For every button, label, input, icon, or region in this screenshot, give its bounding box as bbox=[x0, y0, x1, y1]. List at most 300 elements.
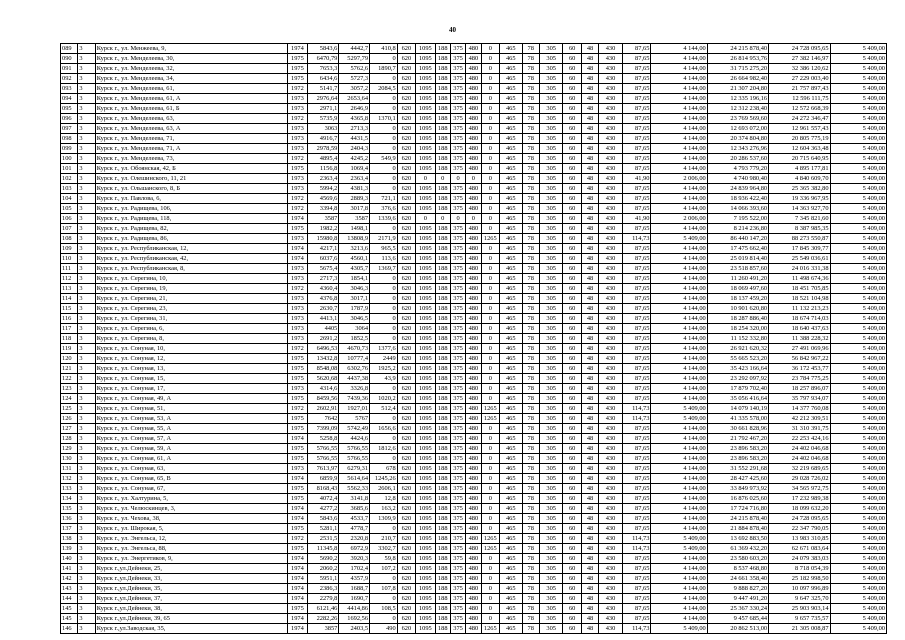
table-cell: 0 bbox=[450, 214, 465, 224]
table-cell: 4414,86 bbox=[339, 604, 370, 614]
table-cell: 465 bbox=[500, 394, 523, 404]
table-cell: 0 bbox=[481, 54, 499, 64]
table-cell: 188 bbox=[435, 64, 450, 74]
table-cell: 375 bbox=[450, 444, 465, 454]
table-cell: 131 bbox=[61, 464, 78, 474]
table-cell: 188 bbox=[435, 414, 450, 424]
table-cell: 5 409,00 bbox=[830, 174, 886, 184]
table-cell: 10 097 996,89 bbox=[769, 584, 830, 594]
table-cell: 620 bbox=[397, 524, 415, 534]
table-cell: 188 bbox=[435, 464, 450, 474]
table-cell: 78 bbox=[522, 424, 539, 434]
table-body bbox=[61, 44, 887, 634]
table-cell: 5 409,00 bbox=[830, 64, 886, 74]
table-cell: 4431,5 bbox=[339, 134, 370, 144]
table-cell: 430 bbox=[599, 454, 623, 464]
table-cell: 2279,8 bbox=[307, 594, 339, 604]
table-cell: 188 bbox=[435, 234, 450, 244]
table-cell: 11 260 491,20 bbox=[707, 274, 768, 284]
table-cell: 1095 bbox=[416, 614, 435, 624]
table-cell: 188 bbox=[435, 324, 450, 334]
table-row bbox=[61, 594, 887, 604]
table-cell: 5 409,00 bbox=[651, 624, 707, 634]
table-cell: 188 bbox=[435, 204, 450, 214]
table-cell: 0 bbox=[370, 614, 398, 624]
table-cell: 145 bbox=[61, 614, 78, 624]
table-cell: 4 144,00 bbox=[651, 324, 707, 334]
table-cell: 620 bbox=[397, 544, 415, 554]
table-cell: 78 bbox=[522, 234, 539, 244]
table-cell: 4 793 779,20 bbox=[707, 164, 768, 174]
table-cell: Курск г., ул. Серегина, 21, bbox=[95, 294, 287, 304]
table-cell: 620 bbox=[397, 494, 415, 504]
table-cell: Курск г., ул. Сонуная, 65, В bbox=[95, 474, 287, 484]
table-cell: 620 bbox=[397, 44, 415, 54]
table-cell: 5141,7 bbox=[307, 84, 339, 94]
table-cell: 5297,79 bbox=[339, 54, 370, 64]
table-cell: 3 bbox=[78, 504, 95, 514]
table-row bbox=[61, 244, 887, 254]
table-cell: 12 572 668,39 bbox=[769, 104, 830, 114]
table-cell: 7 195 522,00 bbox=[707, 214, 768, 224]
table-cell: 4670,73 bbox=[339, 344, 370, 354]
table-cell: 2403,5 bbox=[339, 624, 370, 634]
table-cell: 48 bbox=[581, 54, 598, 64]
table-cell: 480 bbox=[466, 64, 481, 74]
table-cell: Курск г., ул. Менделеева, 63, А bbox=[95, 124, 287, 134]
table-cell: 0 bbox=[481, 334, 499, 344]
table-cell: 3 bbox=[78, 444, 95, 454]
table-row bbox=[61, 64, 887, 74]
table-row bbox=[61, 164, 887, 174]
table-cell: 78 bbox=[522, 374, 539, 384]
table-cell: 60 bbox=[563, 534, 581, 544]
table-cell: 59,8 bbox=[370, 554, 398, 564]
table-cell: 60 bbox=[563, 74, 581, 84]
table-cell: 465 bbox=[500, 504, 523, 514]
table-cell: 5 409,00 bbox=[830, 304, 886, 314]
table-cell: 465 bbox=[500, 594, 523, 604]
table-cell: 1095 bbox=[416, 94, 435, 104]
table-cell: 10777,4 bbox=[339, 354, 370, 364]
table-cell: 87,65 bbox=[622, 344, 651, 354]
table-cell: Курск г., ул. Менделеева, 30, bbox=[95, 54, 287, 64]
table-cell: Курск г., ул. Менделеева, 71, bbox=[95, 134, 287, 144]
table-cell: 87,65 bbox=[622, 364, 651, 374]
table-cell: 104 bbox=[61, 194, 78, 204]
table-row bbox=[61, 334, 887, 344]
table-cell: 43,9 bbox=[370, 374, 398, 384]
table-cell: 3 bbox=[78, 104, 95, 114]
table-cell: 1095 bbox=[416, 294, 435, 304]
table-cell: 5 409,00 bbox=[830, 394, 886, 404]
table-cell: Курск г., ул. Республиканская, 12, bbox=[95, 244, 287, 254]
table-cell: 48 bbox=[581, 574, 598, 584]
table-cell: 0 bbox=[481, 114, 499, 124]
table-cell: 0 bbox=[481, 604, 499, 614]
table-cell: 480 bbox=[466, 84, 481, 94]
table-cell: 78 bbox=[522, 74, 539, 84]
table-cell: 2646,9 bbox=[339, 104, 370, 114]
table-cell: 0 bbox=[370, 594, 398, 604]
table-cell: 305 bbox=[539, 324, 563, 334]
table-cell: 18 640 437,63 bbox=[769, 324, 830, 334]
table-cell: 87,65 bbox=[622, 94, 651, 104]
table-cell: 12,8 bbox=[370, 494, 398, 504]
table-cell: 1972 bbox=[288, 404, 307, 414]
table-cell: 4376,8 bbox=[307, 294, 339, 304]
table-cell: 119 bbox=[61, 344, 78, 354]
table-cell: 305 bbox=[539, 104, 563, 114]
table-cell: 4 144,00 bbox=[651, 354, 707, 364]
table-cell: 1972 bbox=[288, 344, 307, 354]
table-cell: 17 232 989,38 bbox=[769, 494, 830, 504]
table-cell: 3 bbox=[78, 404, 95, 414]
table-cell: 5766,55 bbox=[339, 444, 370, 454]
table-cell: 305 bbox=[539, 44, 563, 54]
table-cell: 78 bbox=[522, 274, 539, 284]
table-cell: 5 409,00 bbox=[830, 384, 886, 394]
table-cell: Курск г., ул. Серегина, 23, bbox=[95, 304, 287, 314]
table-cell: 60 bbox=[563, 264, 581, 274]
table-cell: 27 491 069,96 bbox=[769, 344, 830, 354]
table-cell: 0 bbox=[370, 524, 398, 534]
table-cell: 48 bbox=[581, 604, 598, 614]
table-cell: 11 152 332,80 bbox=[707, 334, 768, 344]
table-cell: 305 bbox=[539, 114, 563, 124]
table-cell: 1973 bbox=[288, 134, 307, 144]
table-cell: 305 bbox=[539, 464, 563, 474]
table-cell: 3 bbox=[78, 564, 95, 574]
table-cell: 3587 bbox=[307, 214, 339, 224]
table-cell: 3213,6 bbox=[339, 244, 370, 254]
table-cell: 465 bbox=[500, 164, 523, 174]
table-cell: 2363,4 bbox=[339, 174, 370, 184]
table-cell: Курск г., ул. Обоянская, 42, Б bbox=[95, 164, 287, 174]
table-cell: 5 409,00 bbox=[830, 614, 886, 624]
table-cell: 4 144,00 bbox=[651, 514, 707, 524]
table-cell: 0 bbox=[370, 224, 398, 234]
table-cell: 121 bbox=[61, 364, 78, 374]
table-cell: Курск г., ул. Сонуная, 15, bbox=[95, 374, 287, 384]
table-cell: 305 bbox=[539, 434, 563, 444]
table-cell: 465 bbox=[500, 94, 523, 104]
table-cell: 3 bbox=[78, 224, 95, 234]
table-cell: 3326,8 bbox=[339, 384, 370, 394]
table-cell: 092 bbox=[61, 74, 78, 84]
table-cell: 12 343 276,96 bbox=[707, 144, 768, 154]
table-cell: 5766,55 bbox=[307, 444, 339, 454]
table-cell: 465 bbox=[500, 554, 523, 564]
table-cell: 4 740 980,40 bbox=[707, 174, 768, 184]
table-cell: 87,65 bbox=[622, 394, 651, 404]
table-cell: 7613,97 bbox=[307, 464, 339, 474]
table-cell: 480 bbox=[466, 504, 481, 514]
table-cell: 2971,1 bbox=[307, 104, 339, 114]
table-cell: 4 144,00 bbox=[651, 344, 707, 354]
table-cell: 1973 bbox=[288, 274, 307, 284]
table-cell: 23 292 097,92 bbox=[707, 374, 768, 384]
table-cell: Курск г., ул. Сонуная, 49, А bbox=[95, 394, 287, 404]
table-cell: 188 bbox=[435, 124, 450, 134]
table-cell: 620 bbox=[397, 184, 415, 194]
table-cell: 60 bbox=[563, 344, 581, 354]
table-cell: 430 bbox=[599, 334, 623, 344]
table-cell: 0 bbox=[481, 394, 499, 404]
table-cell: 480 bbox=[466, 114, 481, 124]
table-cell: 480 bbox=[466, 154, 481, 164]
table-cell: 089 bbox=[61, 44, 78, 54]
table-cell: 375 bbox=[450, 544, 465, 554]
table-cell: 18 257 896,07 bbox=[769, 384, 830, 394]
table-cell: 480 bbox=[466, 554, 481, 564]
table-cell: 1095 bbox=[416, 464, 435, 474]
table-cell: 4 144,00 bbox=[651, 284, 707, 294]
table-cell: 60 bbox=[563, 104, 581, 114]
table-cell: 4 144,00 bbox=[651, 114, 707, 124]
table-cell: 60 bbox=[563, 254, 581, 264]
table-cell: 87,65 bbox=[622, 304, 651, 314]
table-cell: 480 bbox=[466, 464, 481, 474]
table-row bbox=[61, 494, 887, 504]
table-cell: 48 bbox=[581, 414, 598, 424]
table-cell: 0 bbox=[481, 44, 499, 54]
table-cell: 78 bbox=[522, 394, 539, 404]
table-cell: 142 bbox=[61, 574, 78, 584]
table-cell: Курск г., ул. Менжеева, 9, bbox=[95, 44, 287, 54]
table-cell: 305 bbox=[539, 494, 563, 504]
table-cell: 376,6 bbox=[370, 204, 398, 214]
table-cell: 2449 bbox=[370, 354, 398, 364]
table-cell: 2404,3 bbox=[339, 144, 370, 154]
table-cell: 5 409,00 bbox=[830, 274, 886, 284]
table-cell: 430 bbox=[599, 284, 623, 294]
table-cell: 2653,64 bbox=[339, 94, 370, 104]
table-cell: 375 bbox=[450, 184, 465, 194]
table-cell: 4560,1 bbox=[339, 254, 370, 264]
table-cell: 3 bbox=[78, 624, 95, 634]
table-cell: 1974 bbox=[288, 564, 307, 574]
table-row bbox=[61, 514, 887, 524]
table-cell: 480 bbox=[466, 44, 481, 54]
table-cell: 375 bbox=[450, 474, 465, 484]
table-cell: 1095 bbox=[416, 504, 435, 514]
table-cell: 480 bbox=[466, 264, 481, 274]
table-cell: 1339,6 bbox=[370, 214, 398, 224]
table-cell: 305 bbox=[539, 604, 563, 614]
table-cell: 1095 bbox=[416, 54, 435, 64]
table-cell: 430 bbox=[599, 584, 623, 594]
table-cell: 3 bbox=[78, 334, 95, 344]
table-cell: 480 bbox=[466, 224, 481, 234]
table-cell: 2978,59 bbox=[307, 144, 339, 154]
table-cell: 1095 bbox=[416, 64, 435, 74]
table-cell: Курск г., ул. Менделеева, 34, bbox=[95, 74, 287, 84]
table-cell: 18 451 705,85 bbox=[769, 284, 830, 294]
table-cell: 1973 bbox=[288, 324, 307, 334]
table-row bbox=[61, 294, 887, 304]
table-cell: 5 409,00 bbox=[830, 334, 886, 344]
table-cell: 87,65 bbox=[622, 154, 651, 164]
table-cell: 188 bbox=[435, 74, 450, 84]
table-cell: Курск г., ул. Радищева, 82, bbox=[95, 224, 287, 234]
table-cell: 4 144,00 bbox=[651, 54, 707, 64]
table-cell: 4533,7 bbox=[339, 514, 370, 524]
table-cell: 1975 bbox=[288, 484, 307, 494]
table-cell: 4072,4 bbox=[307, 494, 339, 504]
table-cell: 78 bbox=[522, 314, 539, 324]
table-cell: 1975 bbox=[288, 74, 307, 84]
table-cell: 6121,46 bbox=[307, 604, 339, 614]
table-cell: 24 839 964,80 bbox=[707, 184, 768, 194]
table-cell: 5 409,00 bbox=[830, 114, 886, 124]
table-cell: 0 bbox=[481, 214, 499, 224]
table-cell: 1890,7 bbox=[370, 64, 398, 74]
table-cell: 5 409,00 bbox=[830, 374, 886, 384]
table-cell: 116 bbox=[61, 314, 78, 324]
table-cell: 25 549 036,61 bbox=[769, 254, 830, 264]
table-cell: 305 bbox=[539, 344, 563, 354]
table-cell: 1095 bbox=[416, 554, 435, 564]
table-cell: 620 bbox=[397, 164, 415, 174]
table-cell: 620 bbox=[397, 194, 415, 204]
table-cell: 305 bbox=[539, 514, 563, 524]
table-cell: 8 387 985,35 bbox=[769, 224, 830, 234]
table-cell: Курск г., ул. Сонуная, 51, bbox=[95, 404, 287, 414]
table-cell: 60 bbox=[563, 504, 581, 514]
table-cell: 375 bbox=[450, 484, 465, 494]
table-row bbox=[61, 44, 887, 54]
table-cell: 620 bbox=[397, 574, 415, 584]
table-cell: 430 bbox=[599, 564, 623, 574]
table-cell: 1095 bbox=[416, 404, 435, 414]
table-cell: 188 bbox=[435, 164, 450, 174]
table-cell: 60 bbox=[563, 384, 581, 394]
table-cell: 188 bbox=[435, 454, 450, 464]
table-cell: 305 bbox=[539, 134, 563, 144]
table-cell: 375 bbox=[450, 314, 465, 324]
table-cell: 465 bbox=[500, 544, 523, 554]
table-cell: 41,90 bbox=[622, 214, 651, 224]
table-cell: 24 079 383,03 bbox=[769, 554, 830, 564]
table-cell: 5 409,00 bbox=[830, 324, 886, 334]
table-cell: 1927,01 bbox=[339, 404, 370, 414]
table-cell: 1265 bbox=[481, 414, 499, 424]
table-cell: 1975 bbox=[288, 414, 307, 424]
table-cell: 305 bbox=[539, 414, 563, 424]
table-cell: 6302,76 bbox=[339, 364, 370, 374]
table-cell: 0 bbox=[481, 124, 499, 134]
table-cell: 480 bbox=[466, 394, 481, 404]
table-cell: 87,65 bbox=[622, 564, 651, 574]
table-cell: 305 bbox=[539, 94, 563, 104]
table-cell: 78 bbox=[522, 594, 539, 604]
table-cell: 5727,3 bbox=[339, 74, 370, 84]
table-cell: 1702,4 bbox=[339, 564, 370, 574]
table-cell: 87,65 bbox=[622, 294, 651, 304]
table-cell: 88 273 550,87 bbox=[769, 234, 830, 244]
table-cell: 7653,3 bbox=[307, 64, 339, 74]
table-cell: 78 bbox=[522, 614, 539, 624]
table-cell: 375 bbox=[450, 384, 465, 394]
table-cell: 4 144,00 bbox=[651, 364, 707, 374]
table-cell: 129 bbox=[61, 444, 78, 454]
table-cell: 480 bbox=[466, 384, 481, 394]
table-cell: 188 bbox=[435, 534, 450, 544]
table-cell: 375 bbox=[450, 354, 465, 364]
table-cell: 430 bbox=[599, 74, 623, 84]
table-cell: 305 bbox=[539, 284, 563, 294]
table-row bbox=[61, 614, 887, 624]
table-cell: 87,65 bbox=[622, 204, 651, 214]
table-cell: 48 bbox=[581, 274, 598, 284]
table-cell: 430 bbox=[599, 424, 623, 434]
table-cell: 3 bbox=[78, 414, 95, 424]
table-cell: 0 bbox=[370, 144, 398, 154]
table-cell: 78 bbox=[522, 324, 539, 334]
table-cell: 4 144,00 bbox=[651, 434, 707, 444]
table-cell: 4360,4 bbox=[307, 284, 339, 294]
table-cell: 5562,33 bbox=[339, 484, 370, 494]
table-cell: 620 bbox=[397, 304, 415, 314]
table-cell: 0 bbox=[370, 54, 398, 64]
table-cell: 465 bbox=[500, 414, 523, 424]
table-cell: 430 bbox=[599, 314, 623, 324]
table-cell: 430 bbox=[599, 154, 623, 164]
table-cell: 60 bbox=[563, 214, 581, 224]
table-cell: 60 bbox=[563, 464, 581, 474]
table-cell: 480 bbox=[466, 454, 481, 464]
table-cell: 107,2 bbox=[370, 564, 398, 574]
table-cell: 136 bbox=[61, 514, 78, 524]
table-cell: 620 bbox=[397, 174, 415, 184]
table-row bbox=[61, 124, 887, 134]
table-row bbox=[61, 374, 887, 384]
table-cell: 5 409,00 bbox=[830, 414, 886, 424]
table-cell: 3 bbox=[78, 304, 95, 314]
table-cell: 4245,2 bbox=[339, 154, 370, 164]
table-cell: 5 409,00 bbox=[830, 264, 886, 274]
table-cell: 0 bbox=[450, 174, 465, 184]
table-cell: 123 bbox=[61, 384, 78, 394]
table-cell: 60 bbox=[563, 454, 581, 464]
table-cell: 3 bbox=[78, 124, 95, 134]
table-cell: 620 bbox=[397, 614, 415, 624]
table-cell: 430 bbox=[599, 94, 623, 104]
table-cell: 465 bbox=[500, 44, 523, 54]
table-cell: 305 bbox=[539, 554, 563, 564]
table-cell: 620 bbox=[397, 534, 415, 544]
table-cell: 48 bbox=[581, 144, 598, 154]
table-cell: 1973 bbox=[288, 124, 307, 134]
table-cell: 1973 bbox=[288, 264, 307, 274]
table-cell: 3 bbox=[78, 324, 95, 334]
table-cell: 18 137 459,20 bbox=[707, 294, 768, 304]
table-cell: Курск г., ул. Павлова, 6, bbox=[95, 194, 287, 204]
table-cell: 3063 bbox=[307, 124, 339, 134]
table-cell: 480 bbox=[466, 344, 481, 354]
table-cell: 480 bbox=[466, 254, 481, 264]
table-cell: 512,4 bbox=[370, 404, 398, 414]
table-cell: 480 bbox=[466, 424, 481, 434]
table-cell: 3 bbox=[78, 594, 95, 604]
table-cell: 1095 bbox=[416, 424, 435, 434]
table-cell: 6279,31 bbox=[339, 464, 370, 474]
table-cell: 480 bbox=[466, 564, 481, 574]
table-cell: 2606,1 bbox=[370, 484, 398, 494]
table-cell: 0 bbox=[370, 304, 398, 314]
table-cell: 23 896 583,20 bbox=[707, 454, 768, 464]
